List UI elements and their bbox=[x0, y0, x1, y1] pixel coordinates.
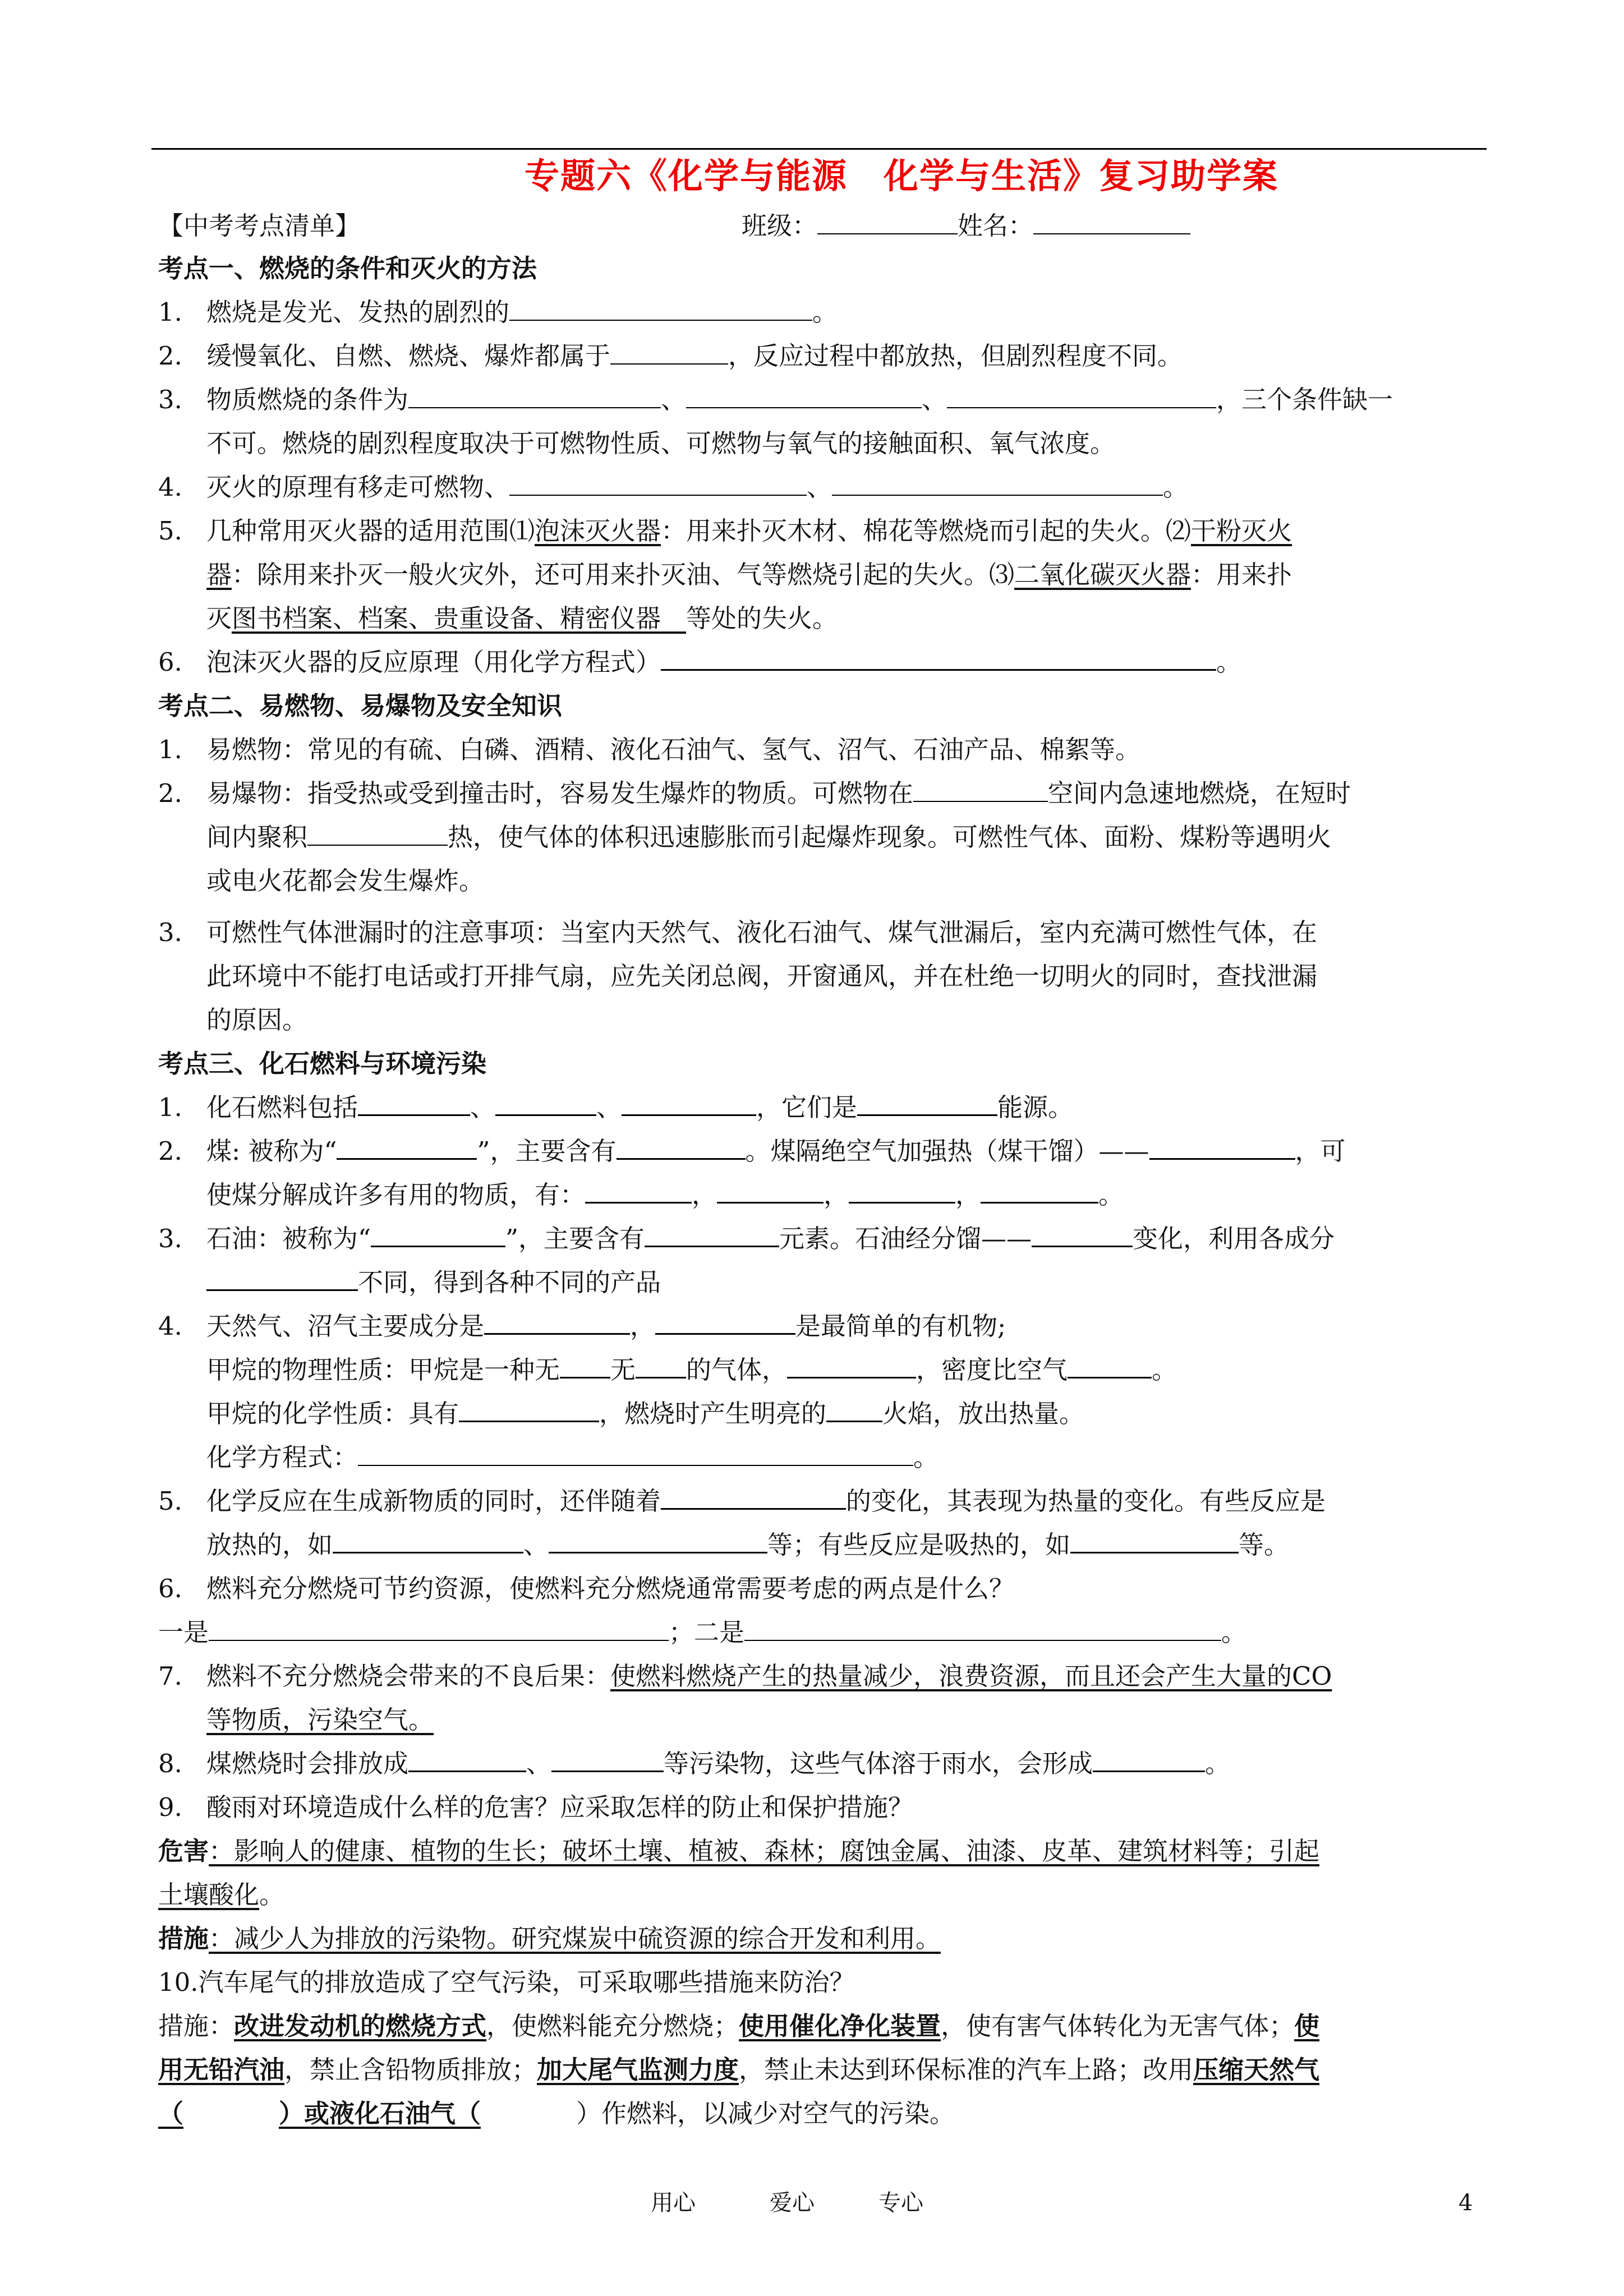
s1-q3-text-c: 不可。燃烧的剧烈程度取决于可燃物性质、可燃物与氧气的接触面积、氧气浓度。 bbox=[206, 428, 1116, 458]
s3-q5-blank-3[interactable] bbox=[549, 1529, 767, 1553]
s3-q6-text-b: ；二是 bbox=[669, 1617, 745, 1647]
section-3-heading: 考点三、化石燃料与环境污染 bbox=[158, 1049, 487, 1078]
s3-q2-text-c: 。煤隔绝空气加强热（煤干馏）—— bbox=[745, 1136, 1149, 1166]
s1-q5-text-c: ：用来扑灭木材、棉花等燃烧而引起的失火。⑵ bbox=[661, 516, 1191, 546]
s2-item-3: 3. 可燃性气体泄漏时的注意事项：当室内天然气、液化石油气、煤气泄漏后，室内充满可燃性气体，在 bbox=[158, 918, 1318, 947]
s3-q2-blank-4[interactable] bbox=[585, 1179, 692, 1204]
s3-q4-blank-1[interactable] bbox=[484, 1311, 630, 1335]
s3-q4-text-c: 甲烷的物理性质：甲烷是一种无 bbox=[206, 1355, 560, 1385]
m-text-8: ，禁止含铅物质排放； bbox=[284, 2055, 537, 2085]
s2-q3-text-a: 可燃性气体泄漏时的注意事项：当室内天然气、液化石油气、煤气泄漏后，室内充满可燃性气体，在 bbox=[206, 918, 1318, 947]
s3-item-5: 5. 化学反应在生成新物质的同时，还伴随着 的变化，其表现为热量的变化。有些反应是 bbox=[158, 1486, 1326, 1516]
s2-q3-text-b: 此环境中不能打电话或打开排气扇，应先关闭总阀，开窗通风，并在杜绝一切明火的同时，查找泄漏 bbox=[206, 961, 1318, 991]
class-blank[interactable] bbox=[817, 211, 958, 234]
s3-q3-text-a: 石油：被称为“ bbox=[206, 1224, 371, 1253]
s1-q3-text-a: 物质燃烧的条件为 bbox=[206, 385, 409, 414]
s1-item-3: 3. 物质燃烧的条件为 、 、 ，三个条件缺一 bbox=[158, 385, 1393, 414]
header-row bbox=[158, 208, 1034, 245]
m-unleaded-start: 使 bbox=[1294, 2011, 1320, 2041]
s3-q8-text-a: 煤燃烧时会排放成 bbox=[206, 1749, 409, 1778]
s3-q4-text-g: 甲烷的化学性质：具有 bbox=[206, 1399, 459, 1428]
section-2-heading: 考点二、易燃物、易爆物及安全知识 bbox=[158, 691, 563, 721]
class-label: 班级： bbox=[742, 211, 818, 241]
s3-q1-blank-1[interactable] bbox=[358, 1092, 470, 1116]
s3-q10-num: 10. bbox=[158, 1967, 199, 1997]
m-text-1: 措施： bbox=[158, 2011, 234, 2041]
s3-q2-blank-3[interactable] bbox=[1149, 1136, 1295, 1160]
s3-q5-text-a: 化学反应在生成新物质的同时，还伴随着 bbox=[206, 1486, 661, 1516]
s1-q5-text-f: ：除用来扑灭一般火灾外，还可用来扑灭油、气等燃烧引起的失火。⑶ bbox=[232, 560, 1015, 589]
s2-q2-text-c: 间内聚积 bbox=[206, 822, 308, 852]
s1-q5-text-h: ：用来扑 bbox=[1191, 560, 1292, 589]
s2-q2-blank-1[interactable] bbox=[913, 778, 1048, 802]
s3-item-10 bbox=[158, 1964, 855, 2001]
top-rule bbox=[151, 148, 1487, 150]
s3-q3-text-d: 变化，利用各成分 bbox=[1133, 1224, 1335, 1253]
s3-q3-text-b: ”，主要含有 bbox=[505, 1224, 645, 1253]
m-lpg: 或液化石油气（ bbox=[304, 2099, 481, 2128]
m-engine: 改进发动机的燃烧方式 bbox=[234, 2011, 487, 2041]
s1-q3-text-b: ，三个条件缺一 bbox=[1216, 385, 1393, 414]
section-1-heading: 考点一、燃烧的条件和灭火的方法 bbox=[158, 253, 537, 283]
s1-item-2: 2. 缓慢氧化、自燃、燃烧、爆炸都属于 ，反应过程中都放热，但剧烈程度不同。 bbox=[158, 341, 1183, 371]
s3-q9-text: 酸雨对环境造成什么样的危害？应采取怎样的防止和保护措施？ bbox=[206, 1792, 914, 1822]
s1-q4-text: 灭火的原理有移走可燃物、 bbox=[206, 472, 510, 502]
s3-q7-text-a: 燃料不充分燃烧会带来的不良后果： bbox=[206, 1661, 611, 1691]
m-catalyst: 使用催化净化装置 bbox=[739, 2011, 941, 2041]
name-blank[interactable] bbox=[1033, 211, 1190, 234]
car-measure-line-2 bbox=[158, 2051, 1319, 2088]
s3-q3-blank-1[interactable] bbox=[371, 1223, 505, 1247]
s3-q2-text-a: 煤: 被称为“ bbox=[206, 1136, 337, 1166]
s1-q6-text: 泡沫灭火器的反应原理（用化学方程式） bbox=[206, 647, 661, 677]
s3-q4-line-4: 化学方程式： 。 bbox=[206, 1442, 939, 1472]
s3-q4-blank-5[interactable] bbox=[787, 1354, 916, 1378]
s1-item-4: 4. 灭火的原理有移走可燃物、 、 。 bbox=[158, 472, 1189, 502]
s3-q1-text-a: 化石燃料包括 bbox=[206, 1092, 358, 1122]
s3-q2-line-2: 使煤分解成许多有用的物质，有： ， ， ， 。 bbox=[206, 1180, 1124, 1210]
s2-q3-text-c: 的原因。 bbox=[206, 1005, 308, 1035]
s3-q2-text-d: ，可 bbox=[1295, 1136, 1346, 1166]
s3-q8-text-b: 等污染物，这些气体溶于雨水，会形成 bbox=[664, 1749, 1093, 1778]
s3-q5-text-e: 等。 bbox=[1239, 1530, 1290, 1560]
s3-q6-text-a: 一是 bbox=[158, 1617, 209, 1647]
s2-q2-blank-2[interactable] bbox=[307, 822, 448, 846]
s3-q3-blank-2[interactable] bbox=[645, 1223, 779, 1247]
car-measure-line-3 bbox=[158, 2095, 955, 2132]
s3-q4-blank-7[interactable] bbox=[459, 1398, 599, 1422]
s3-q4-text-f: ，密度比空气 bbox=[916, 1355, 1068, 1385]
s3-q5-blank-2[interactable] bbox=[333, 1529, 523, 1553]
s1-item-5: 5. 几种常用灭火器的适用范围⑴泡沫灭火器：用来扑灭木材、棉花等燃烧而引起的失火。⑵干粉灭火 bbox=[158, 516, 1292, 546]
s3-q4-text-a: 天然气、沼气主要成分是 bbox=[206, 1311, 485, 1341]
s1-q3-blank-2[interactable] bbox=[686, 385, 922, 408]
s3-q1-text-b: ，它们是 bbox=[756, 1092, 858, 1122]
s3-q7-answer-end: 等物质，污染空气。 bbox=[206, 1705, 434, 1735]
s3-q1-blank-4[interactable] bbox=[857, 1092, 997, 1116]
s3-q5-line-2: 放热的，如 、 等；有些反应是吸热的，如 等。 bbox=[206, 1530, 1290, 1560]
measure-line bbox=[158, 1920, 941, 1957]
s2-q1-text: 易燃物：常见的有硫、白磷、酒精、液化石油气、氢气、沼气、石油产品、棉絮等。 bbox=[206, 735, 1141, 764]
s3-item-1: 1. 化石燃料包括 、 、 ，它们是 能源。 bbox=[158, 1092, 1074, 1122]
checklist-label: 【中考考点清单】 bbox=[158, 211, 361, 241]
s3-q5-text-c: 放热的，如 bbox=[206, 1530, 333, 1560]
s3-q4-text-d: 无 bbox=[610, 1355, 636, 1385]
s2-q2-text-b: 空间内急速地燃烧，在短时 bbox=[1048, 778, 1351, 808]
m-unleaded: 用无铅汽油 bbox=[158, 2055, 285, 2085]
s3-q3-line-2 bbox=[206, 1264, 661, 1301]
s2-q2-text-d: 热，使气体的体积迅速膨胀而引起爆炸现象。可燃性气体、面粉、煤粉等遇明火 bbox=[448, 822, 1332, 852]
s3-q8-blank-2[interactable] bbox=[551, 1748, 664, 1772]
s3-q6-answer-line: 一是 ；二是 。 bbox=[158, 1617, 1247, 1647]
s1-q1-text: 燃烧是发光、发热的剧烈的 bbox=[206, 297, 510, 327]
name-label: 姓名： bbox=[958, 211, 1034, 241]
s1-q4-blank-2[interactable] bbox=[832, 472, 1163, 496]
s1-q2-text-a: 缓慢氧化、自燃、燃烧、爆炸都属于 bbox=[206, 341, 611, 371]
m-text-3: ，使燃料能充分燃烧； bbox=[486, 2011, 739, 2041]
s3-q10-text: 汽车尾气的排放造成了空气污染，可采取哪些措施来防治？ bbox=[198, 1967, 855, 1997]
s3-q2-blank-2[interactable] bbox=[617, 1136, 746, 1160]
s3-item-3: 3. 石油：被称为“ ”，主要含有 元素。石油经分馏—— 变化，利用各成分 bbox=[158, 1224, 1335, 1253]
s1-q4-blank-1[interactable] bbox=[509, 472, 807, 496]
s2-item-2: 2. 易爆物：指受热或受到撞击时，容易发生爆炸的物质。可燃物在 空间内急速地燃烧，在短时 bbox=[158, 778, 1351, 808]
page-title: 专题六《化学与能源 化学与生活》复习助学案 bbox=[525, 155, 1279, 196]
s1-q5-text-k: 等处的失火。 bbox=[686, 603, 838, 633]
s1-q5-powder-end: 器 bbox=[206, 560, 232, 589]
s2-q2-text-a: 易爆物：指受热或受到撞击时，容易发生爆炸的物质。可燃物在 bbox=[206, 778, 914, 808]
s3-q5-text-b: 的变化，其表现为热量的变化。有些反应是 bbox=[846, 1486, 1326, 1516]
harm-line-2: 土壤酸化。 bbox=[158, 1880, 285, 1910]
s3-q1-text-c: 能源。 bbox=[997, 1092, 1074, 1122]
s3-item-2: 2. 煤: 被称为“ ”，主要含有 。煤隔绝空气加强热（煤干馏）—— ，可 bbox=[158, 1136, 1346, 1166]
s1-q6-blank[interactable] bbox=[661, 647, 1216, 671]
footer-text-3: 专心 bbox=[878, 2190, 923, 2216]
s3-q1-blank-2[interactable] bbox=[495, 1092, 596, 1116]
s1-q5-line-2 bbox=[206, 556, 1292, 593]
s3-q5-blank-4[interactable] bbox=[1070, 1529, 1239, 1553]
harm-text-end: 土壤酸化 bbox=[158, 1880, 260, 1910]
s3-item-8: 8. 煤燃烧时会排放成 、 等污染物，这些气体溶于雨水，会形成 。 bbox=[158, 1749, 1231, 1778]
s3-q6-blank-2[interactable] bbox=[744, 1617, 1221, 1641]
s3-q4-text-h: ，燃烧时产生明亮的 bbox=[599, 1399, 827, 1428]
s1-q3-blank-3[interactable] bbox=[947, 385, 1216, 408]
s1-q1-blank[interactable] bbox=[509, 297, 812, 321]
measure-text: ：减少人为排放的污染物。研究煤炭中硫资源的综合开发和利用。 bbox=[209, 1924, 941, 1953]
s1-q5-archives: 图书档案、档案、贵重设备、精密仪器 bbox=[232, 603, 661, 633]
s3-q8-blank-1[interactable] bbox=[408, 1748, 526, 1772]
s3-q3-blank-4[interactable] bbox=[206, 1267, 358, 1291]
footer-text-2: 爱心 bbox=[770, 2190, 815, 2216]
s1-q5-co2: 二氧化碳灭火器 bbox=[1014, 560, 1191, 589]
m-text-10: ，禁止未达到环保标准的汽车上路；改用 bbox=[739, 2055, 1194, 2085]
s3-q4-line-2: 甲烷的物理性质：甲烷是一种无 无 的气体， ，密度比空气 。 bbox=[206, 1355, 1177, 1385]
s1-q2-blank[interactable] bbox=[610, 341, 728, 365]
s2-q2-line-2 bbox=[206, 819, 1331, 856]
s3-item-9: 9. 酸雨对环境造成什么样的危害？应采取怎样的防止和保护措施？ bbox=[158, 1792, 914, 1822]
harm-label: 危害 bbox=[158, 1836, 209, 1866]
s3-q2-blank-6[interactable] bbox=[849, 1179, 955, 1204]
s3-q5-text-d: 等；有些反应是吸热的，如 bbox=[767, 1530, 1071, 1560]
s3-q6-text: 燃料充分燃烧可节约资源，使燃料充分燃烧通常需要考虑的两点是什么？ bbox=[206, 1574, 1015, 1603]
s3-item-4: 4. 天然气、沼气主要成分是 ， 是最简单的有机物; bbox=[158, 1311, 1006, 1341]
footer-text-1: 用心 bbox=[651, 2190, 696, 2216]
s3-q2-blank-1[interactable] bbox=[337, 1136, 477, 1160]
s3-q8-blank-3[interactable] bbox=[1093, 1748, 1205, 1772]
s3-q7-answer: 使燃料燃烧产生的热量减少，浪费资源，而且还会产生大量的CO bbox=[610, 1661, 1332, 1691]
s1-q3-blank-1[interactable] bbox=[408, 385, 661, 408]
page-number: 4 bbox=[1459, 2190, 1473, 2216]
s1-q5-text-a: 几种常用灭火器的适用范围⑴ bbox=[206, 516, 535, 546]
s3-q3-text-c: 元素。石油经分馏—— bbox=[779, 1224, 1032, 1253]
s3-q3-text-e: 不同，得到各种不同的产品 bbox=[358, 1267, 661, 1297]
s3-q1-blank-3[interactable] bbox=[622, 1092, 756, 1116]
s1-item-1: 1. 燃烧是发光、发热的剧烈的 。 bbox=[158, 297, 838, 327]
s3-item-6: 6. 燃料充分燃烧可节约资源，使燃料充分燃烧通常需要考虑的两点是什么？ bbox=[158, 1574, 1015, 1603]
s3-item-7: 7. 燃料不充分燃烧会带来的不良后果：使燃料燃烧产生的热量减少，浪费资源，而且还会产生大量的CO bbox=[158, 1661, 1332, 1691]
s1-item-6: 6. 泡沫灭火器的反应原理（用化学方程式） 。 bbox=[158, 647, 1242, 677]
s3-q4-blank-4[interactable] bbox=[636, 1354, 686, 1378]
m-text-13: ）作燃料，以减少对空气的污染。 bbox=[576, 2099, 955, 2128]
m-text-5: ，使有害气体转化为无害气体； bbox=[941, 2011, 1295, 2041]
s3-q2-blank-7[interactable] bbox=[981, 1179, 1098, 1204]
m-lpg-blank[interactable] bbox=[481, 2100, 576, 2122]
s1-q5-foam: 泡沫灭火器 bbox=[535, 516, 661, 546]
m-cng-paren: （ ） bbox=[158, 2099, 305, 2128]
harm-line bbox=[158, 1833, 1319, 1870]
measure-label: 措施 bbox=[158, 1924, 209, 1953]
s1-q5-text-i: 灭 bbox=[206, 603, 232, 633]
s3-q2-text-e: 使煤分解成许多有用的物质，有： bbox=[206, 1180, 586, 1210]
s1-q5-powder: 干粉灭火 bbox=[1191, 516, 1292, 546]
s3-q7-line-2 bbox=[206, 1702, 434, 1739]
s3-q4-blank-3[interactable] bbox=[560, 1354, 610, 1378]
s3-q4-line-3 bbox=[206, 1395, 1084, 1432]
s1-q2-text-b: ，反应过程中都放热，但剧烈程度不同。 bbox=[728, 341, 1183, 371]
s3-q4-blank-2[interactable] bbox=[655, 1311, 795, 1335]
m-monitoring: 加大尾气监测力度 bbox=[537, 2055, 739, 2085]
s3-q4-text-e: 的气体， bbox=[686, 1355, 788, 1385]
car-measure-line-1 bbox=[158, 2008, 1319, 2045]
s3-q4-blank-9[interactable] bbox=[358, 1442, 913, 1466]
s1-q5-line-3 bbox=[206, 600, 838, 637]
s3-q2-blank-5[interactable] bbox=[717, 1179, 823, 1204]
m-cng: 压缩天然气 bbox=[1193, 2055, 1320, 2085]
s3-q4-text-i: 火焰，放出热量。 bbox=[882, 1399, 1085, 1428]
s3-q4-text-j: 化学方程式： bbox=[206, 1442, 358, 1472]
s3-q4-text-b: 是最简单的有机物; bbox=[795, 1311, 1006, 1341]
s3-q5-blank-1[interactable] bbox=[661, 1486, 846, 1510]
s3-q6-blank-1[interactable] bbox=[209, 1617, 669, 1641]
s3-q4-blank-8[interactable] bbox=[826, 1398, 882, 1422]
s2-item-1: 1. 易燃物：常见的有硫、白磷、酒精、液化石油气、氢气、沼气、石油产品、棉絮等。 bbox=[158, 735, 1141, 764]
s3-q4-blank-6[interactable] bbox=[1068, 1354, 1152, 1378]
s3-q3-blank-3[interactable] bbox=[1032, 1223, 1133, 1247]
s3-q2-text-b: ”，主要含有 bbox=[477, 1136, 617, 1166]
harm-text: ：影响人的健康、植物的生长；破坏土壤、植被、森林；腐蚀金属、油漆、皮革、建筑材料等；引起 bbox=[209, 1836, 1320, 1866]
s2-q2-text-e: 或电火花都会发生爆炸。 bbox=[206, 866, 485, 896]
